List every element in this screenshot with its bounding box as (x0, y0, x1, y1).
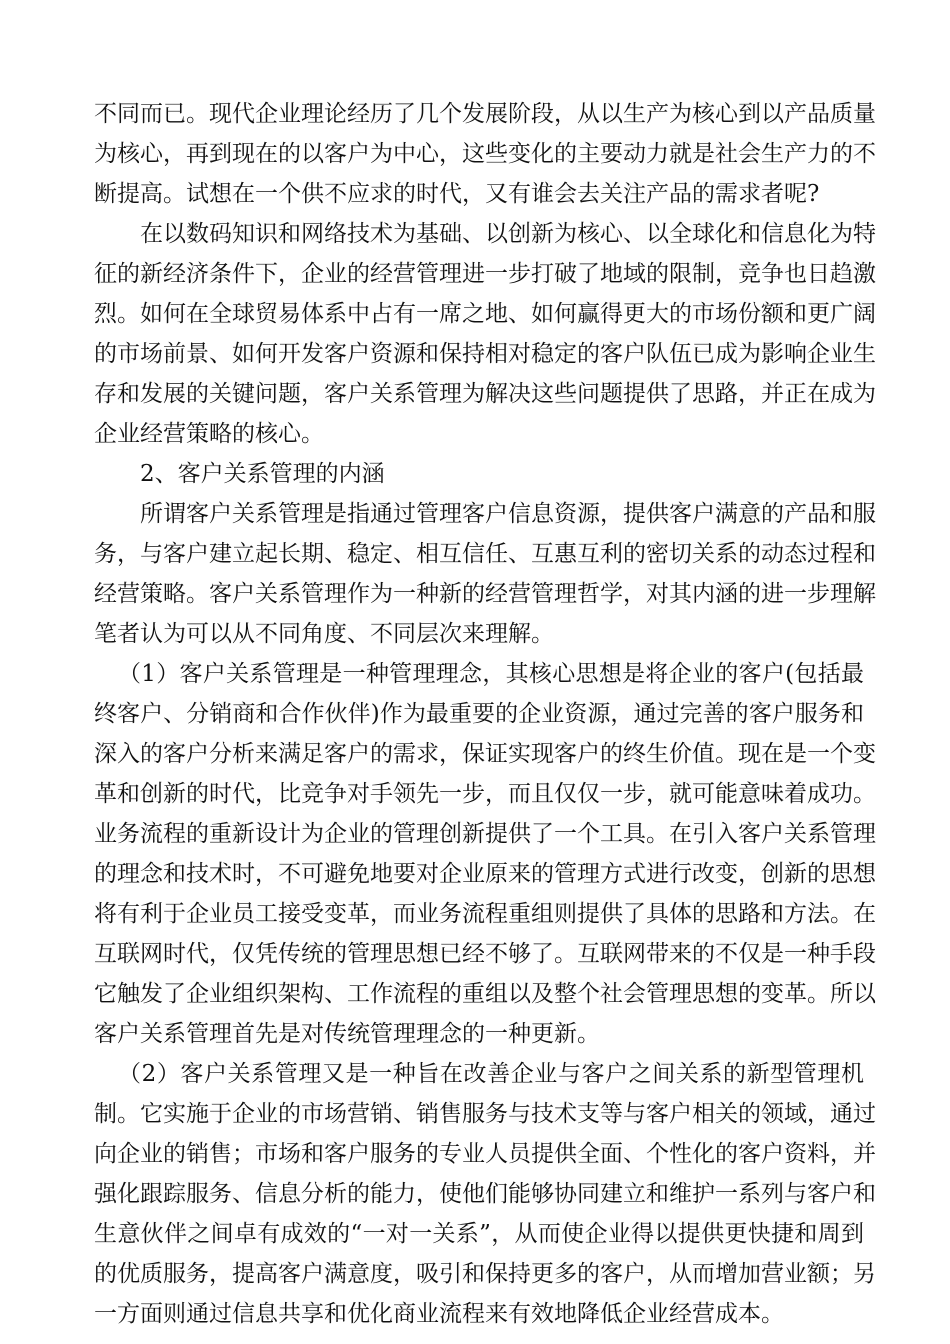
text-line: 的优质服务，提高客户满意度，吸引和保持更多的客户，从而增加营业额；另 (94, 1261, 876, 1287)
text-line: 的市场前景、如何开发客户资源和保持相对稳定的客户队伍已成为影响企业生 (94, 341, 876, 367)
text-line: 业务流程的重新设计为企业的管理创新提供了一个工具。在引入客户关系管理 (94, 821, 876, 847)
text-line: 企业经营策略的核心。 (94, 421, 324, 447)
text-line: 所谓客户关系管理是指通过管理客户信息资源，提供客户满意的产品和服 (140, 501, 876, 527)
text-line: 向企业的销售；市场和客户服务的专业人员提供全面、个性化的客户资料，并 (94, 1141, 876, 1167)
text-line: 务，与客户建立起长期、稳定、相互信任、互惠互利的密切关系的动态过程和 (94, 541, 876, 567)
text-line: 客户关系管理首先是对传统管理理念的一种更新。 (94, 1021, 600, 1047)
text-line: 互联网时代，仅凭传统的管理思想已经不够了。互联网带来的不仅是一种手段 (94, 941, 876, 967)
text-line: 深入的客户分析来满足客户的需求，保证实现客户的终生价值。现在是一个变 (94, 741, 876, 767)
text-line: （2）客户关系管理又是一种旨在改善企业与客户之间关系的新型管理机 (118, 1061, 864, 1087)
text-line: 不同而已。现代企业理论经历了几个发展阶段，从以生产为核心到以产品质量 (94, 101, 876, 127)
text-line: 烈。如何在全球贸易体系中占有一席之地、如何赢得更大的市场份额和更广阔 (94, 301, 876, 327)
text-line: 一方面则通过信息共享和优化商业流程来有效地降低企业经营成本。 (94, 1301, 784, 1327)
text-line: 在以数码知识和网络技术为基础、以创新为核心、以全球化和信息化为特 (140, 221, 876, 247)
text-line: 强化跟踪服务、信息分析的能力，使他们能够协同建立和维护一系列与客户和 (94, 1181, 876, 1207)
text-line: 为核心，再到现在的以客户为中心，这些变化的主要动力就是社会生产力的不 (94, 141, 876, 167)
text-line: 存和发展的关键问题，客户关系管理为解决这些问题提供了思路，并正在成为 (94, 381, 876, 407)
text-line: 将有利于企业员工接受变革，而业务流程重组则提供了具体的思路和方法。在 (94, 901, 876, 927)
text-line: 的理念和技术时，不可避免地要对企业原来的管理方式进行改变，创新的思想 (94, 861, 876, 887)
text-line: 制。它实施于企业的市场营销、销售服务与技术支等与客户相关的领域，通过 (94, 1101, 876, 1127)
text-line: 生意伙伴之间卓有成效的“一对一关系”，从而使企业得以提供更快捷和周到 (94, 1221, 864, 1247)
text-line: 革和创新的时代，比竞争对手领先一步，而且仅仅一步，就可能意味着成功。 (94, 781, 876, 807)
text-line: 征的新经济条件下，企业的经营管理进一步打破了地域的限制，竞争也日趋激 (94, 261, 876, 287)
text-line: 断提高。试想在一个供不应求的时代，又有谁会去关注产品的需求者呢? (94, 181, 820, 207)
section-heading: 2、客户关系管理的内涵 (140, 461, 385, 487)
text-line: （1）客户关系管理是一种管理理念，其核心思想是将企业的客户(包括最 (118, 661, 864, 687)
text-line: 它触发了企业组织架构、工作流程的重组以及整个社会管理思想的变革。所以 (94, 981, 876, 1007)
text-line: 笔者认为可以从不同角度、不同层次来理解。 (94, 621, 554, 647)
text-line: 终客户、分销商和合作伙伴)作为最重要的企业资源，通过完善的客户服务和 (94, 701, 864, 727)
text-line: 经营策略。客户关系管理作为一种新的经营管理哲学，对其内涵的进一步理解 (94, 581, 876, 607)
